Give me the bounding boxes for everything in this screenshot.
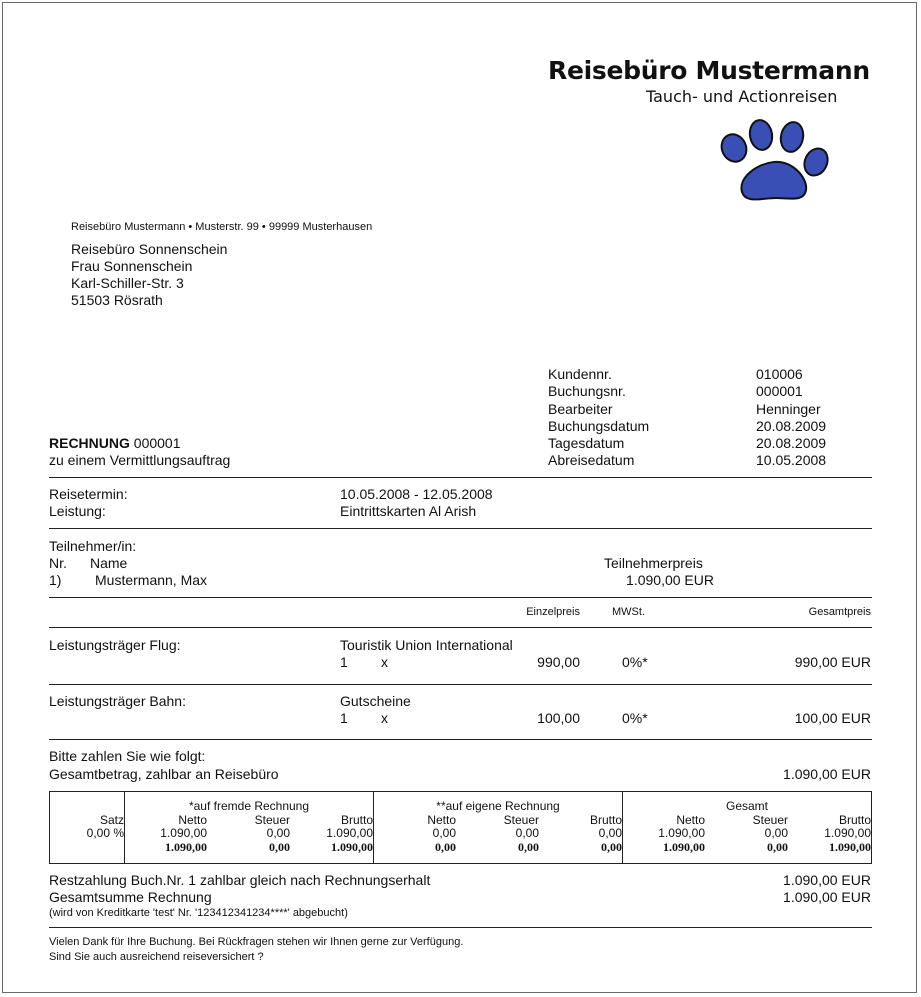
tax-netto-label: Netto (676, 813, 705, 827)
paw-toe-2 (748, 118, 775, 151)
participant-price: 1.090,00 EUR (626, 572, 714, 588)
divider (49, 477, 872, 478)
recipient-line-1: Reisebüro Sonnenschein (71, 241, 228, 257)
info-value: 20.08.2009 (756, 435, 827, 451)
paw-icon (718, 118, 832, 204)
tax-brutto-sum: 0,00 (601, 840, 622, 854)
info-label: Kundennr. (548, 366, 612, 382)
tax-group-title: Gesamt (725, 799, 768, 813)
tax-netto: 1.090,00 (658, 826, 705, 840)
info-label: Bearbeiter (548, 401, 613, 417)
payment-total-label: Gesamtbetrag, zahlbar an Reisebüro (49, 766, 279, 782)
card-note: (wird von Kreditkarte 'test' Nr. '123412341234****' abgebucht) (49, 907, 348, 919)
tax-brutto-label: Brutto (340, 813, 373, 827)
info-value: 20.08.2009 (756, 418, 827, 434)
company-name: Reisebüro Mustermann (548, 56, 870, 85)
tax-steuer: 0,00 (266, 826, 290, 840)
sum-label: Gesamtsumme Rechnung (49, 889, 212, 905)
info-value: 10.05.2008 (756, 452, 827, 468)
tax-steuer-label: Steuer (752, 813, 788, 827)
info-label: Tagesdatum (548, 435, 625, 451)
rest-value: 1.090,00 EUR (783, 872, 871, 888)
sender-line: Reisebüro Mustermann • Musterstr. 99 • 99999 Musterhausen (71, 221, 373, 233)
item-unit-price: 990,00 (537, 654, 580, 670)
tax-netto-label: Netto (427, 813, 456, 827)
item-total: 990,00 EUR (794, 654, 871, 670)
tax-satz-value: 0,00 % (86, 826, 124, 840)
rest-label: Restzahlung Buch.Nr. 1 zahlbar gleich nach Rechnungserhalt (49, 872, 431, 888)
tax-brutto: 0,00 (598, 826, 622, 840)
footer-insurance: Sind Sie auch ausreichend reiseversichert ? (49, 951, 264, 963)
item-label: Leistungsträger Bahn: (49, 693, 186, 709)
info-value: Henninger (756, 401, 821, 417)
recipient-line-4: 51503 Rösrath (71, 292, 163, 308)
tax-netto-sum: 1.090,00 (663, 840, 705, 854)
invoice-number: 000001 (129, 435, 181, 451)
tax-netto: 0,00 (432, 826, 456, 840)
divider (49, 627, 872, 628)
col-total: Gesamtpreis (808, 606, 871, 618)
tax-steuer: 0,00 (515, 826, 539, 840)
item-unit-price: 100,00 (537, 710, 580, 726)
participants-col-price: Teilnehmerpreis (604, 555, 703, 571)
invoice-title-label: RECHNUNG (49, 435, 130, 451)
tax-steuer-label: Steuer (254, 813, 290, 827)
item-vat: 0%* (622, 654, 648, 670)
tax-steuer-sum: 0,00 (518, 840, 539, 854)
trip-date-value: 10.05.2008 - 12.05.2008 (340, 486, 493, 502)
participant-name: Mustermann, Max (95, 572, 208, 588)
item-qty: 1 (340, 710, 348, 726)
item-label: Leistungsträger Flug: (49, 637, 181, 653)
item-times: x (381, 654, 388, 670)
info-value: 000001 (756, 383, 803, 399)
tax-satz-label: Satz (99, 813, 124, 827)
divider (49, 739, 872, 740)
tax-steuer-sum: 0,00 (269, 840, 290, 854)
payment-intro: Bitte zahlen Sie wie folgt: (49, 748, 206, 764)
info-label: Buchungsnr. (548, 383, 626, 399)
info-label: Buchungsdatum (548, 418, 650, 434)
paw-toe-4 (800, 145, 832, 180)
item-total: 100,00 EUR (794, 710, 871, 726)
trip-service-label: Leistung: (49, 503, 106, 519)
recipient-line-3: Karl-Schiller-Str. 3 (71, 275, 184, 291)
tax-brutto: 1.090,00 (326, 826, 373, 840)
participants-col-name: Name (90, 555, 128, 571)
info-value: 010006 (756, 366, 803, 382)
paw-toe-3 (778, 120, 806, 154)
divider (49, 597, 872, 598)
tax-steuer: 0,00 (764, 826, 788, 840)
item-times: x (381, 710, 388, 726)
tax-group-title: *auf fremde Rechnung (188, 799, 310, 813)
participants-col-nr: Nr. (49, 555, 67, 571)
participant-nr: 1) (49, 572, 62, 588)
tax-brutto: 1.090,00 (824, 826, 871, 840)
company-tagline: Tauch- und Actionreisen (646, 87, 838, 106)
tax-brutto-sum: 1.090,00 (829, 840, 871, 854)
item-provider: Gutscheine (340, 693, 411, 709)
trip-date-label: Reisetermin: (49, 486, 128, 502)
invoice-title (49, 435, 181, 451)
paw-pad (741, 162, 806, 200)
item-qty: 1 (340, 654, 348, 670)
sum-value: 1.090,00 EUR (783, 889, 871, 905)
tax-netto-sum: 0,00 (435, 840, 456, 854)
tax-netto: 1.090,00 (160, 826, 207, 840)
item-vat: 0%* (622, 710, 648, 726)
tax-brutto-label: Brutto (838, 813, 871, 827)
recipient-line-2: Frau Sonnenschein (71, 258, 193, 274)
payment-total-value: 1.090,00 EUR (783, 766, 871, 782)
trip-service-value: Eintrittskarten Al Arish (340, 503, 477, 519)
tax-netto-sum: 1.090,00 (165, 840, 207, 854)
col-unit-price: Einzelpreis (526, 606, 580, 618)
invoice-subtitle: zu einem Vermittlungsauftrag (49, 452, 231, 468)
tax-steuer-sum: 0,00 (767, 840, 788, 854)
tax-group-title: **auf eigene Rechnung (436, 799, 560, 813)
divider (49, 528, 872, 529)
tax-netto-label: Netto (178, 813, 207, 827)
info-label: Abreisedatum (548, 452, 635, 468)
tax-steuer-label: Steuer (503, 813, 539, 827)
paw-toe-1 (718, 130, 751, 166)
divider (49, 684, 872, 685)
footer-thanks: Vielen Dank für Ihre Buchung. Bei Rückfragen stehen wir Ihnen gerne zur Verfügung. (49, 936, 464, 948)
participants-heading: Teilnehmer/in: (49, 538, 137, 554)
item-provider: Touristik Union International (340, 637, 513, 653)
tax-brutto-sum: 1.090,00 (331, 840, 373, 854)
col-vat: MWSt. (612, 606, 645, 618)
divider (49, 927, 872, 928)
tax-brutto-label: Brutto (589, 813, 622, 827)
